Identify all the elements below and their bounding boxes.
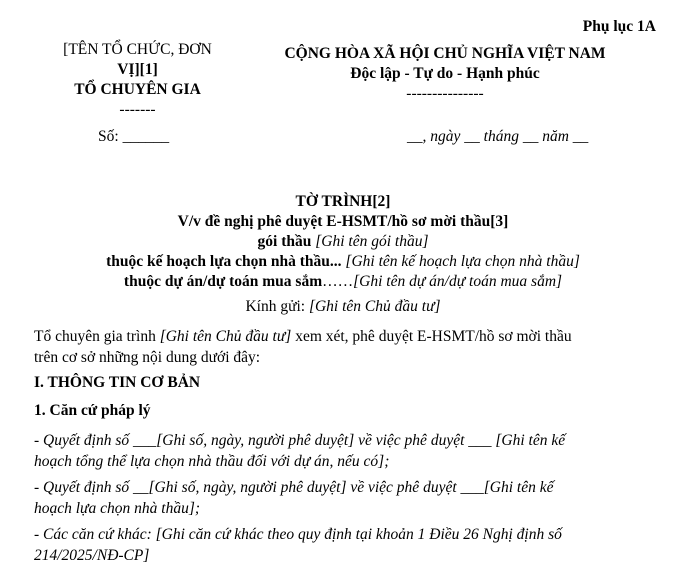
list-item-line-2: hoạch lựa chọn nhà thầu]; — [34, 500, 201, 517]
subsection-title: 1. Căn cứ pháp lý — [34, 402, 151, 419]
organization-block — [35, 40, 240, 120]
intro-line-1 — [34, 326, 674, 347]
project-label: thuộc dự án/dự toán mua sắm — [123, 273, 323, 290]
project-dots: …… — [322, 273, 354, 290]
package-line — [0, 232, 686, 252]
number-label: Số: — [98, 128, 119, 145]
plan-hint: [Ghi tên kế hoạch lựa chọn nhà thầu] — [345, 253, 580, 270]
date-month-label: tháng — [483, 128, 519, 145]
org-name-line2: VỊ][1] — [117, 61, 158, 78]
recipient-hint: [Ghi tên Chủ đầu tư] — [308, 298, 441, 315]
plan-line — [0, 252, 686, 272]
date-blank-2: __ — [464, 128, 480, 145]
date-blank-4: __ — [572, 128, 589, 145]
project-line — [0, 272, 686, 292]
appendix-label: Phụ lục 1A — [582, 18, 656, 35]
package-hint: [Ghi tên gói thầu] — [315, 233, 429, 250]
nation-block — [255, 44, 635, 104]
plan-label: thuộc kế hoạch lựa chọn nhà thầu... — [106, 253, 342, 270]
list-item-line-1: - Các căn cứ khác: [Ghi căn cứ khác theo quy định tại khoản 1 Điều 26 Nghị định số — [34, 526, 562, 543]
document-date — [407, 128, 588, 146]
intro-hint: [Ghi tên Chủ đầu tư] — [159, 328, 292, 345]
org-dashes: ------- — [119, 101, 156, 118]
legal-basis-list — [34, 430, 679, 566]
org-name-line1: [TÊN TỔ CHỨC, ĐƠN — [63, 41, 212, 58]
list-item — [34, 524, 679, 566]
number-blank: ______ — [122, 128, 170, 145]
recipient-label: Kính gửi: — [245, 298, 306, 315]
nation-motto: Độc lập - Tự do - Hạnh phúc — [350, 65, 540, 82]
document-number — [98, 128, 169, 146]
date-day-label: , ngày — [422, 128, 461, 145]
list-item-line-2: hoạch tổng thể lựa chọn nhà thầu đối với dự án, nếu có]; — [34, 453, 390, 470]
intro-part-2: xem xét, phê duyệt E-HSMT/hồ sơ mời thầu — [295, 328, 572, 345]
list-item — [34, 430, 679, 472]
list-item-line-2: 214/2025/NĐ-CP] — [34, 547, 150, 564]
document-title: TỜ TRÌNH[2] — [295, 193, 391, 210]
intro-part-1: Tổ chuyên gia trình — [34, 328, 156, 345]
document-heading — [0, 192, 686, 292]
document-subject: V/v đề nghị phê duyệt E-HSMT/hồ sơ mời thầu[3] — [177, 213, 509, 230]
list-item-line-1: - Quyết định số __[Ghi số, ngày, người phê duyệt] về việc phê duyệt ___[Ghi tên kế — [34, 479, 554, 496]
intro-paragraph — [34, 326, 674, 368]
org-group: TỔ CHUYÊN GIA — [74, 81, 201, 98]
date-year-label: năm — [542, 128, 569, 145]
section-title: I. THÔNG TIN CƠ BẢN — [34, 374, 201, 391]
date-blank-1: __ — [407, 128, 423, 145]
nation-title: CỘNG HÒA XÃ HỘI CHỦ NGHĨA VIỆT NAM — [284, 45, 606, 62]
project-hint: [Ghi tên dự án/dự toán mua sắm] — [353, 273, 563, 290]
nation-dashes: --------------- — [406, 85, 484, 102]
package-label: gói thầu — [257, 233, 312, 250]
intro-line-2: trên cơ sở những nội dung dưới đây: — [34, 349, 261, 366]
date-blank-3: __ — [522, 128, 539, 145]
list-item-line-1: - Quyết định số ___[Ghi số, ngày, người phê duyệt] về việc phê duyệt ___ [Ghi tên kế — [34, 432, 566, 449]
recipient-line — [0, 298, 686, 316]
list-item — [34, 477, 679, 519]
